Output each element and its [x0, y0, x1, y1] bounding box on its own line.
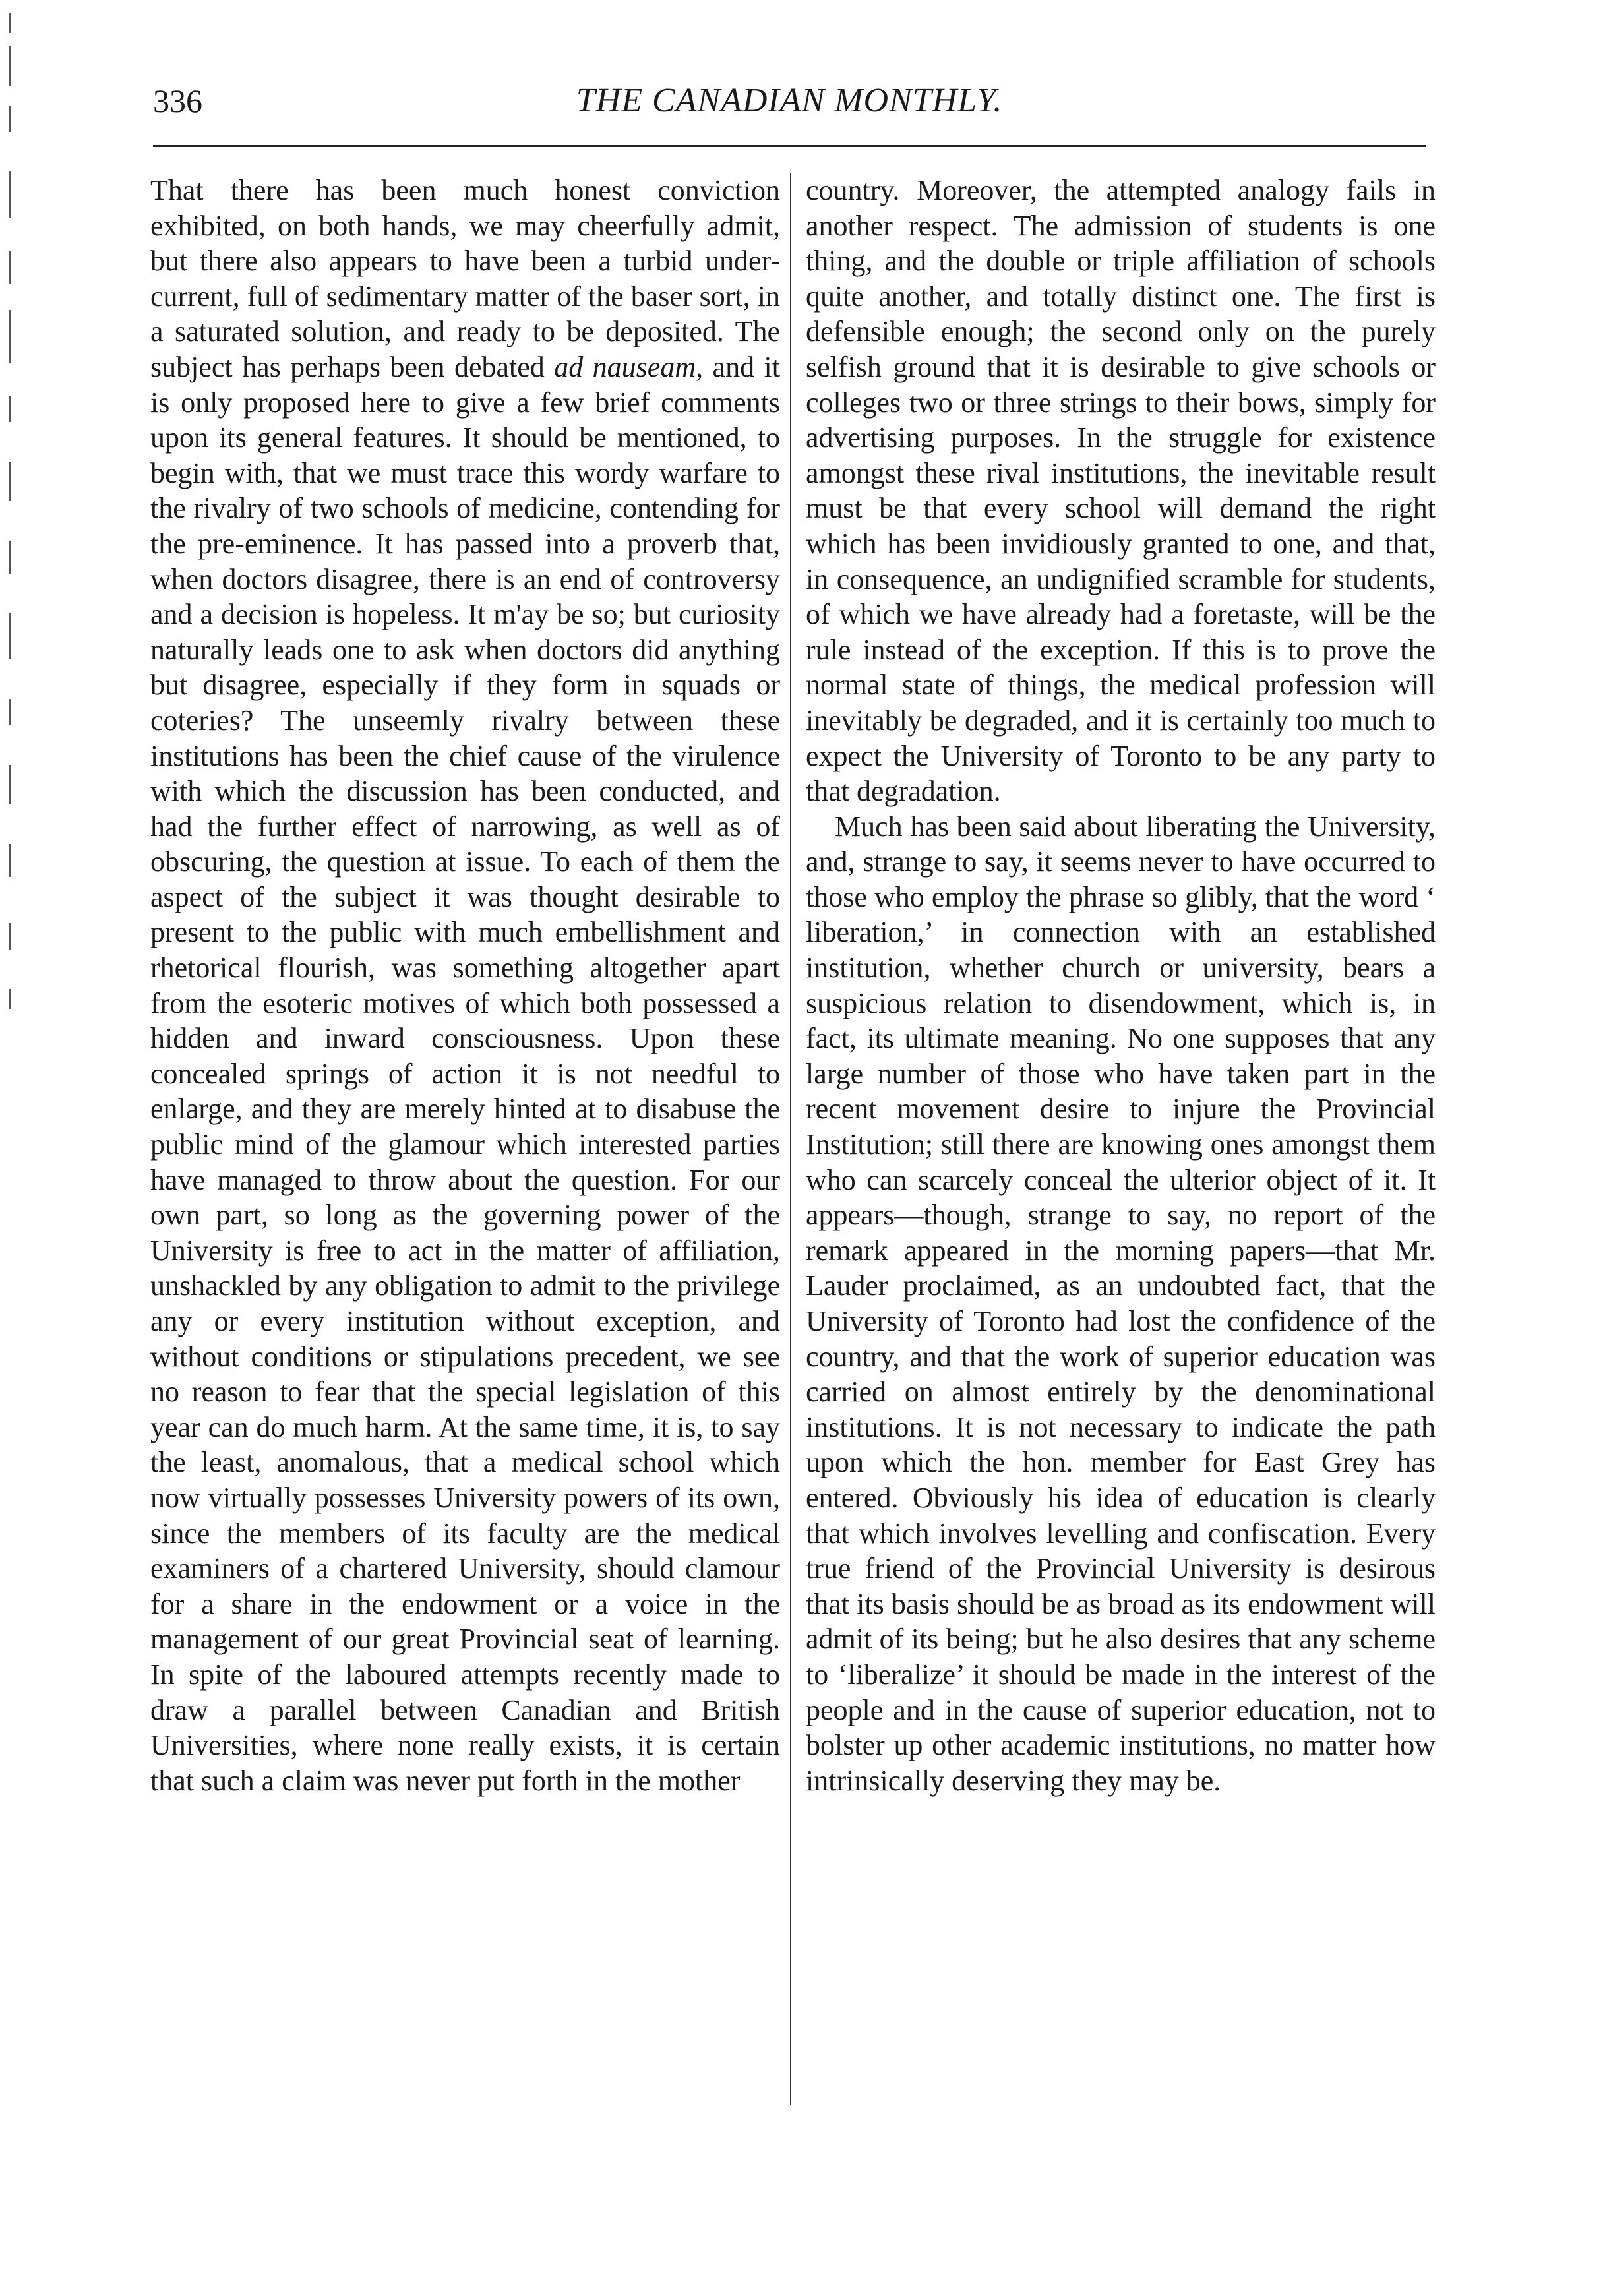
paragraph-text: That there has been much honest conviction exhibited, on both hands, we may cheerfully admit, but there also appears to have been a turbid under-current, full of sedimentary matter of the baser sort, in a saturated solution, and ready to be deposited. The subject has perhaps been debated	[150, 174, 780, 383]
binding-margin	[5, 0, 18, 1055]
page-header	[153, 78, 1426, 131]
right-column	[806, 173, 1436, 2151]
column-divider	[790, 173, 791, 2105]
paragraph-text: and it is only proposed here to give a few brief comments upon its general features. It should be mentioned, to begin with, that we must trace this wordy warfare to the rivalry of two schools of medicine, contending for the pre-eminence. It has passed into a proverb that, when doctors disagree, there is an end of controversy and a decision is hopeless. It m'ay be so; but curiosity naturally leads one to ask when doctors did anything but disagree, especially if they form in squads or coteries? The unseemly rivalry between these institutions has been the chief cause of the virulence with which the discussion has been conducted, and had the further effect of narrowing, as well as of obscuring, the question at issue. To each of them the aspect of the subject it was thought desirable to present to the public with much embellishment and rhetorical flourish, was something altogether apart from the esoteric motives of which both possessed a hidden and inward consciousness. Upon these concealed springs of action it is not needful to enlarge, and they are merely hinted at to disabuse the public mind of the glamour which interested parties have managed to throw about the question. For our own part, so long as the governing power of the University is free to act in the matter of affiliation, unshackled by any obligation to admit to the privilege any or every institution without exception, and without conditions or stipulations precedent, we see no reason to fear that the special legislation of this year can do much harm. At the same time, it is, to say the least, anomalous, that a medical school which now virtually possesses University powers of its own, since the members of its faculty are the medical examiners of a chartered University, should clamour for a share in the endowment or a voice in the management of our great Provincial seat of learning. In spite of the laboured attempts recently made to draw a parallel between Canadian and British Universities, where none really exists, it is certain that such a claim was never put forth in the mother	[150, 350, 780, 1797]
paragraph: country. Moreover, the attempted analogy fails in another respect. The admission of students is one thing, and the double or triple affiliation of schools quite another, and totally distinct one. The first is defensible enough; the second only on the purely selfish ground that it is desirable to give schools or colleges two or three strings to their bows, simply for advertising purposes. In the struggle for existence amongst these rival institutions, the inevitable result must be that every school will demand the right which has been invidiously granted to one, and that, in consequence, an undignified scramble for students, of which we have already had a foretaste, will be the rule instead of the exception. If this is to prove the normal state of things, the medical profession will inevitably be degraded, and it is certainly too much to expect the University of Toronto to be any party to that degradation.	[806, 174, 1436, 808]
header-rule	[153, 145, 1426, 147]
paragraph: Much has been said about liberating the University, and, strange to say, it seems never to have occurred to those who employ the phrase so glibly, that the word ‘ liberation,’ in connection with an established institution, whether church or university, bears a suspicious relation to disendowment, which is, in fact, its ultimate meaning. No one supposes that any large number of those who have taken part in the recent movement desire to injure the Provincial Institution; still there are knowing ones amongst them who can scarcely conceal the ulterior object of it. It appears—though, strange to say, no report of the remark appeared in the morning papers—that Mr. Lauder proclaimed, as an undoubted fact, that the University of Toronto had lost the confidence of the country, and that the work of superior education was carried on almost entirely by the denominational institutions. It is not necessary to indicate the path upon which the hon. member for East Grey has entered. Obviously his idea of education is clearly that which involves levelling and confiscation. Every true friend of the Provincial University is desirous that its basis should be as broad as its endowment will admit of its being; but he also desires that any scheme to ‘liberalize’ it should be made in the interest of the people and in the cause of superior education, not to bolster up other academic institutions, no matter how intrinsically deserving they may be.	[806, 810, 1436, 1797]
page-number: 336	[153, 82, 202, 119]
italic-phrase: ad nauseam,	[554, 350, 704, 383]
running-title: THE CANADIAN MONTHLY.	[576, 82, 1003, 119]
left-column	[150, 173, 780, 2151]
paragraph	[150, 173, 780, 1798]
